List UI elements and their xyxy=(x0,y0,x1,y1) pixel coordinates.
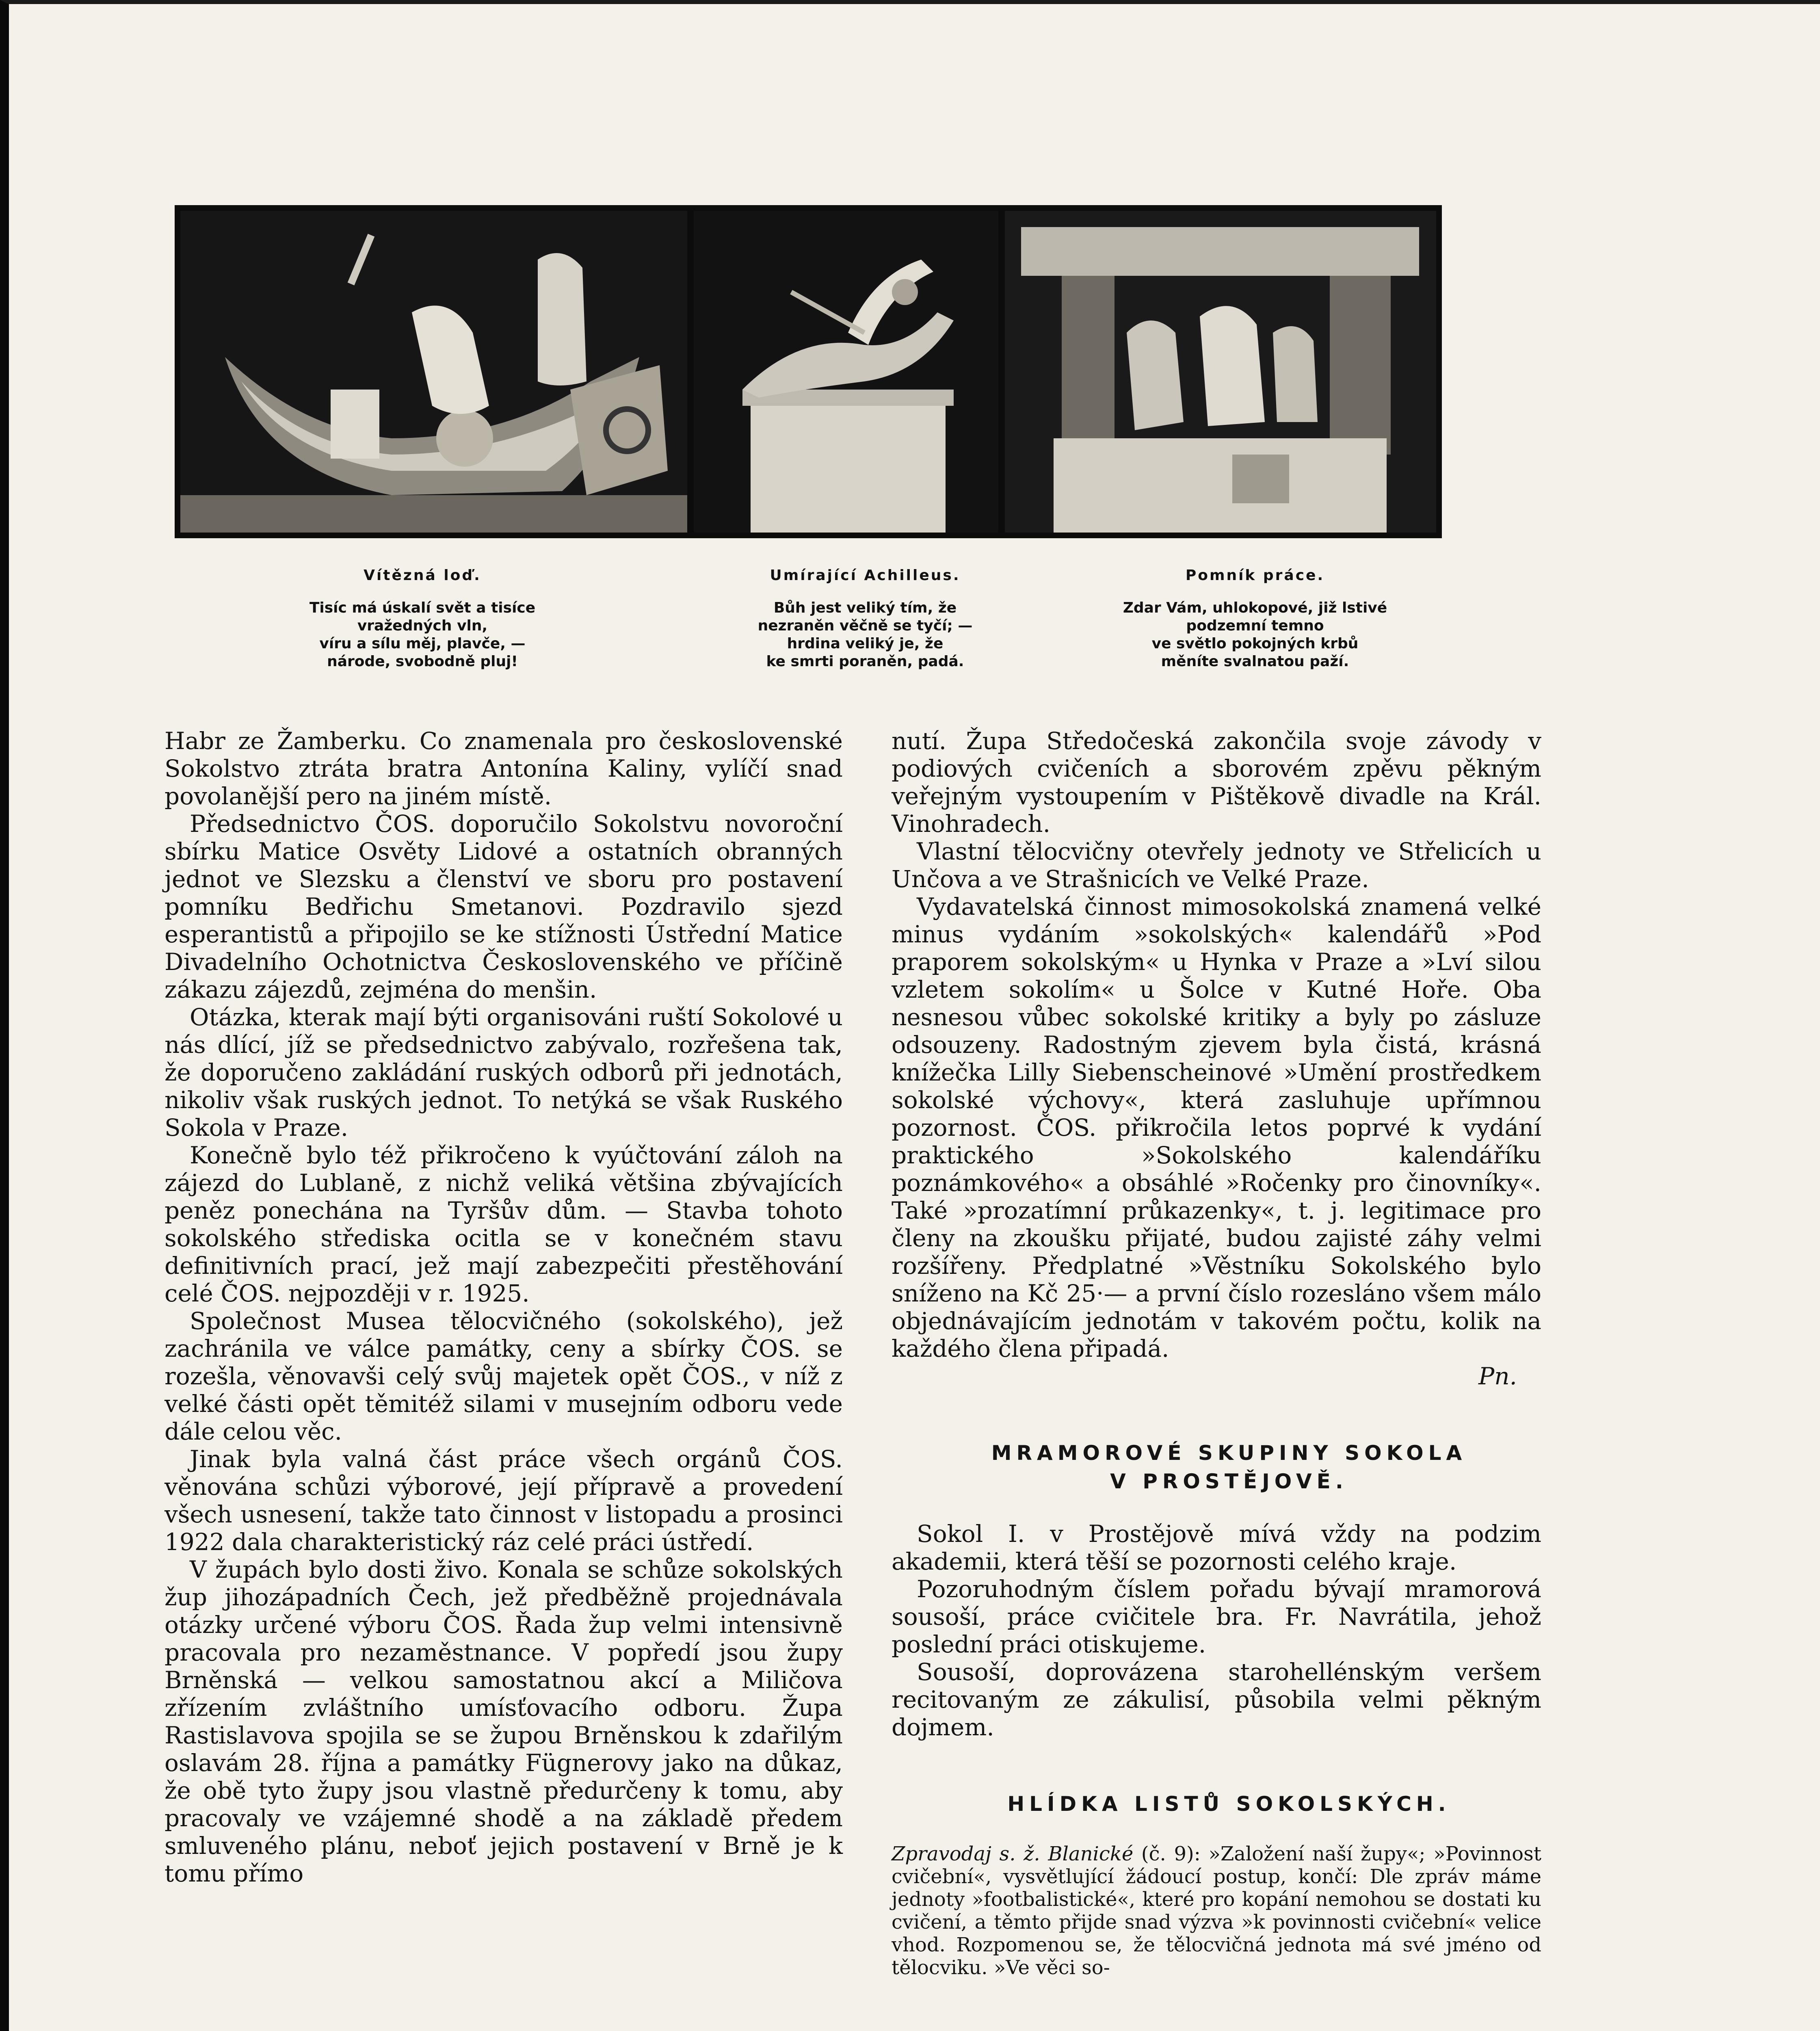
section-marble-groups xyxy=(892,1439,1541,1741)
left-column xyxy=(164,727,843,1887)
paragraph: Vydavatelská činnost mimosokolská znamená velké minus vydáním »sokolských« kalendářů »Pod praporem sokolským« u Hynka v Praze a »Lví silou vzletem sokolím« u Šolce v Kutné Hoře. Oba nesnesou vůbec sokolské kritiky a byly po zásluze odsouzeny. Radostným zjevem byla čistá, krásná knížečka Lilly Siebenscheinové »Umění prostředkem sokolské výchovy«, která zasluhuje upřímnou pozornost. ČOS. přikročila letos poprvé k vydání praktického »Sokolského kalendáříku poznámkového« a obsáhlé »Ročenky pro činovníky«. Také »prozatímní průkazenky«, t. j. legitimace pro členy na zkoušku přijaté, budou zajisté záhy velmi rozšířeny. Předplatné »Věstníku Sokolského bylo sníženo na Kč 25·— a první číslo rozesláno všem málo objednávajícím jednotám v takovém počtu, kolik na každého člena připadá. xyxy=(892,893,1541,1362)
caption-line: měníte svalnatou paží. xyxy=(1161,653,1349,670)
paragraph: V župách bylo dosti živo. Konala se schůze sokolských žup jihozápadních Čech, jež předběžně projednávala otázky určené výboru ČOS. Řada žup velmi intensivně pracovala pro nezaměstnance. V popředí jsou župy Brněnská — velkou samostatnou akcí a Miličova zřízením zvláštního umísťovacího odboru. Župa Rastislavova spojila se se župou Brněnskou k zdařilým oslavám 28. října a památky Fügnerovy jako na důkaz, že obě tyto župy jsou vlastně předurčeny k tomu, aby pracovaly ve vzájemné shodě a na základě předem smluveného plánu, neboť jejich postavení v Brně je k tomu přímo xyxy=(164,1556,843,1887)
caption-victorious-ship xyxy=(240,567,605,671)
section-press-review xyxy=(892,1790,1541,1979)
press-review-entry xyxy=(892,1843,1541,1979)
paragraph: nutí. Župa Středočeská zakončila svoje závody v podiových cvičeních a sborovém zpěvu pěkným veřejným vystoupením v Pištěkově divadle na Král. Vinohradech. xyxy=(892,727,1541,838)
caption-dying-achilles xyxy=(690,567,1040,671)
photo-dying-achilles xyxy=(694,211,998,533)
caption-line: hrdina veliký je, že xyxy=(787,635,944,652)
caption-title: Umírající Achilleus. xyxy=(770,567,961,584)
caption-line: víru a sílu měj, plavče, — xyxy=(319,635,526,652)
paragraph: Jinak byla valná část práce všech orgánů ČOS. věnována schůzi výborové, její přípravě a provedení všech usnesení, takže tato činnost v listopadu a prosinci 1922 dala charakteristický ráz celé práci ústředí. xyxy=(164,1445,843,1556)
caption-line: nezraněn věčně se tyčí; — xyxy=(757,617,973,634)
press-text: (č. 9): »Založení naší župy«; »Povinnost cvičební«, vysvětlující žádoucí postup, končí: Dle zpráv máme jednoty »footbalistické«, které pro kopání nemohou se dostati ku cvičení, a těmto přijde snad výzva »k povinnosti cvičební« velice vhod. Rozpomenou se, že tělocvičná jednota má své jméno od tělocviku. »Ve věci so- xyxy=(892,1843,1542,1979)
caption-line: Tisíc má úskalí svět a tisíce xyxy=(309,600,536,616)
caption-labour-monument xyxy=(1072,567,1438,671)
caption-line: vražedných vln, xyxy=(357,617,488,634)
signature: Pn. xyxy=(1478,1362,1517,1390)
photo-victorious-ship xyxy=(180,211,687,533)
right-column xyxy=(892,727,1541,1979)
paragraph: Otázka, kterak mají býti organisováni ruští Sokolové u nás dlící, jíž se předsednictvo zabývalo, rozřešena tak, že doporučeno zakládání ruských odborů při jednotách, nikoliv však ruských jednot. To netýká se však Ruského Sokola v Praze. xyxy=(164,1003,843,1141)
paragraph: Konečně bylo též přikročeno k vyúčtování záloh na zájezd do Lublaně, z nichž veliká většina zbývajících peněz ponechána na Tyršův dům. — Stavba tohoto sokolského střediska ocitla se v konečném stavu definitivních prací, jež mají zabezpečiti přestěhování celé ČOS. nejpozději v r. 1925. xyxy=(164,1141,843,1307)
press-source: Zpravodaj s. ž. Blanické xyxy=(892,1843,1134,1865)
caption-line: podzemní temno xyxy=(1186,617,1324,634)
paragraph: Sousoší, doprovázena starohellénským veršem recitovaným ze zákulisí, působila velmi pěkným dojmem. xyxy=(892,1658,1541,1741)
section-heading-line2: V PROSTĚJOVĚ. xyxy=(1110,1470,1348,1493)
caption-line: Bůh jest veliký tím, že xyxy=(773,600,957,616)
caption-line: Zdar Vám, uhlokopové, již lstivé xyxy=(1123,600,1387,616)
caption-line: ke smrti poraněn, padá. xyxy=(766,653,964,670)
caption-line: ve světlo pokojných krbů xyxy=(1151,635,1359,652)
paragraph: Habr ze Žamberku. Co znamenala pro československé Sokolstvo ztráta bratra Antonína Kaliny, vylíčí snad povolanější pero na jiném místě. xyxy=(164,727,843,810)
paragraph: Společnost Musea tělocvičného (sokolského), jež zachránila ve válce památky, ceny a sbírky ČOS. se rozešla, věnovavši celý svůj majetek opět ČOS., v níž z velké části opět těmitéž silami v musejním odboru vede dále celou věc. xyxy=(164,1307,843,1445)
paragraph: Vlastní tělocvičny otevřely jednoty ve Střelicích u Unčova a ve Strašnicích ve Velké Praze. xyxy=(892,838,1541,893)
caption-title: Vítězná loď. xyxy=(364,567,481,584)
paragraph: Sokol I. v Prostějově mívá vždy na podzim akademii, která těší se pozornosti celého kraje. xyxy=(892,1520,1541,1575)
caption-title: Pomník práce. xyxy=(1185,567,1325,584)
caption-line: národe, svobodně pluj! xyxy=(327,653,518,670)
section-heading: MRAMOROVÉ SKUPINY SOKOLA xyxy=(991,1441,1467,1465)
paragraph: Předsednictvo ČOS. doporučilo Sokolstvu novoroční sbírku Matice Osvěty Lidové a ostatních obranných jednot ve Slezsku a členství ve sboru pro postavení pomníku Bedřichu Smetanovi. Pozdravilo sjezd esperantistů a připojilo se ke stížnosti Ústřední Matice Divadelního Ochotnictva Československého ve příčině zákazu zájezdů, zejména do menšin. xyxy=(164,810,843,1003)
photo-labour-monument xyxy=(1005,211,1436,533)
photo-strip xyxy=(175,205,1442,538)
section-heading: HLÍDKA LISTŮ SOKOLSKÝCH. xyxy=(1007,1792,1451,1816)
paragraph: Pozoruhodným číslem pořadu bývají mramorová sousoší, práce cvičitele bra. Fr. Navrátila, jehož poslední práci otiskujeme. xyxy=(892,1575,1541,1658)
